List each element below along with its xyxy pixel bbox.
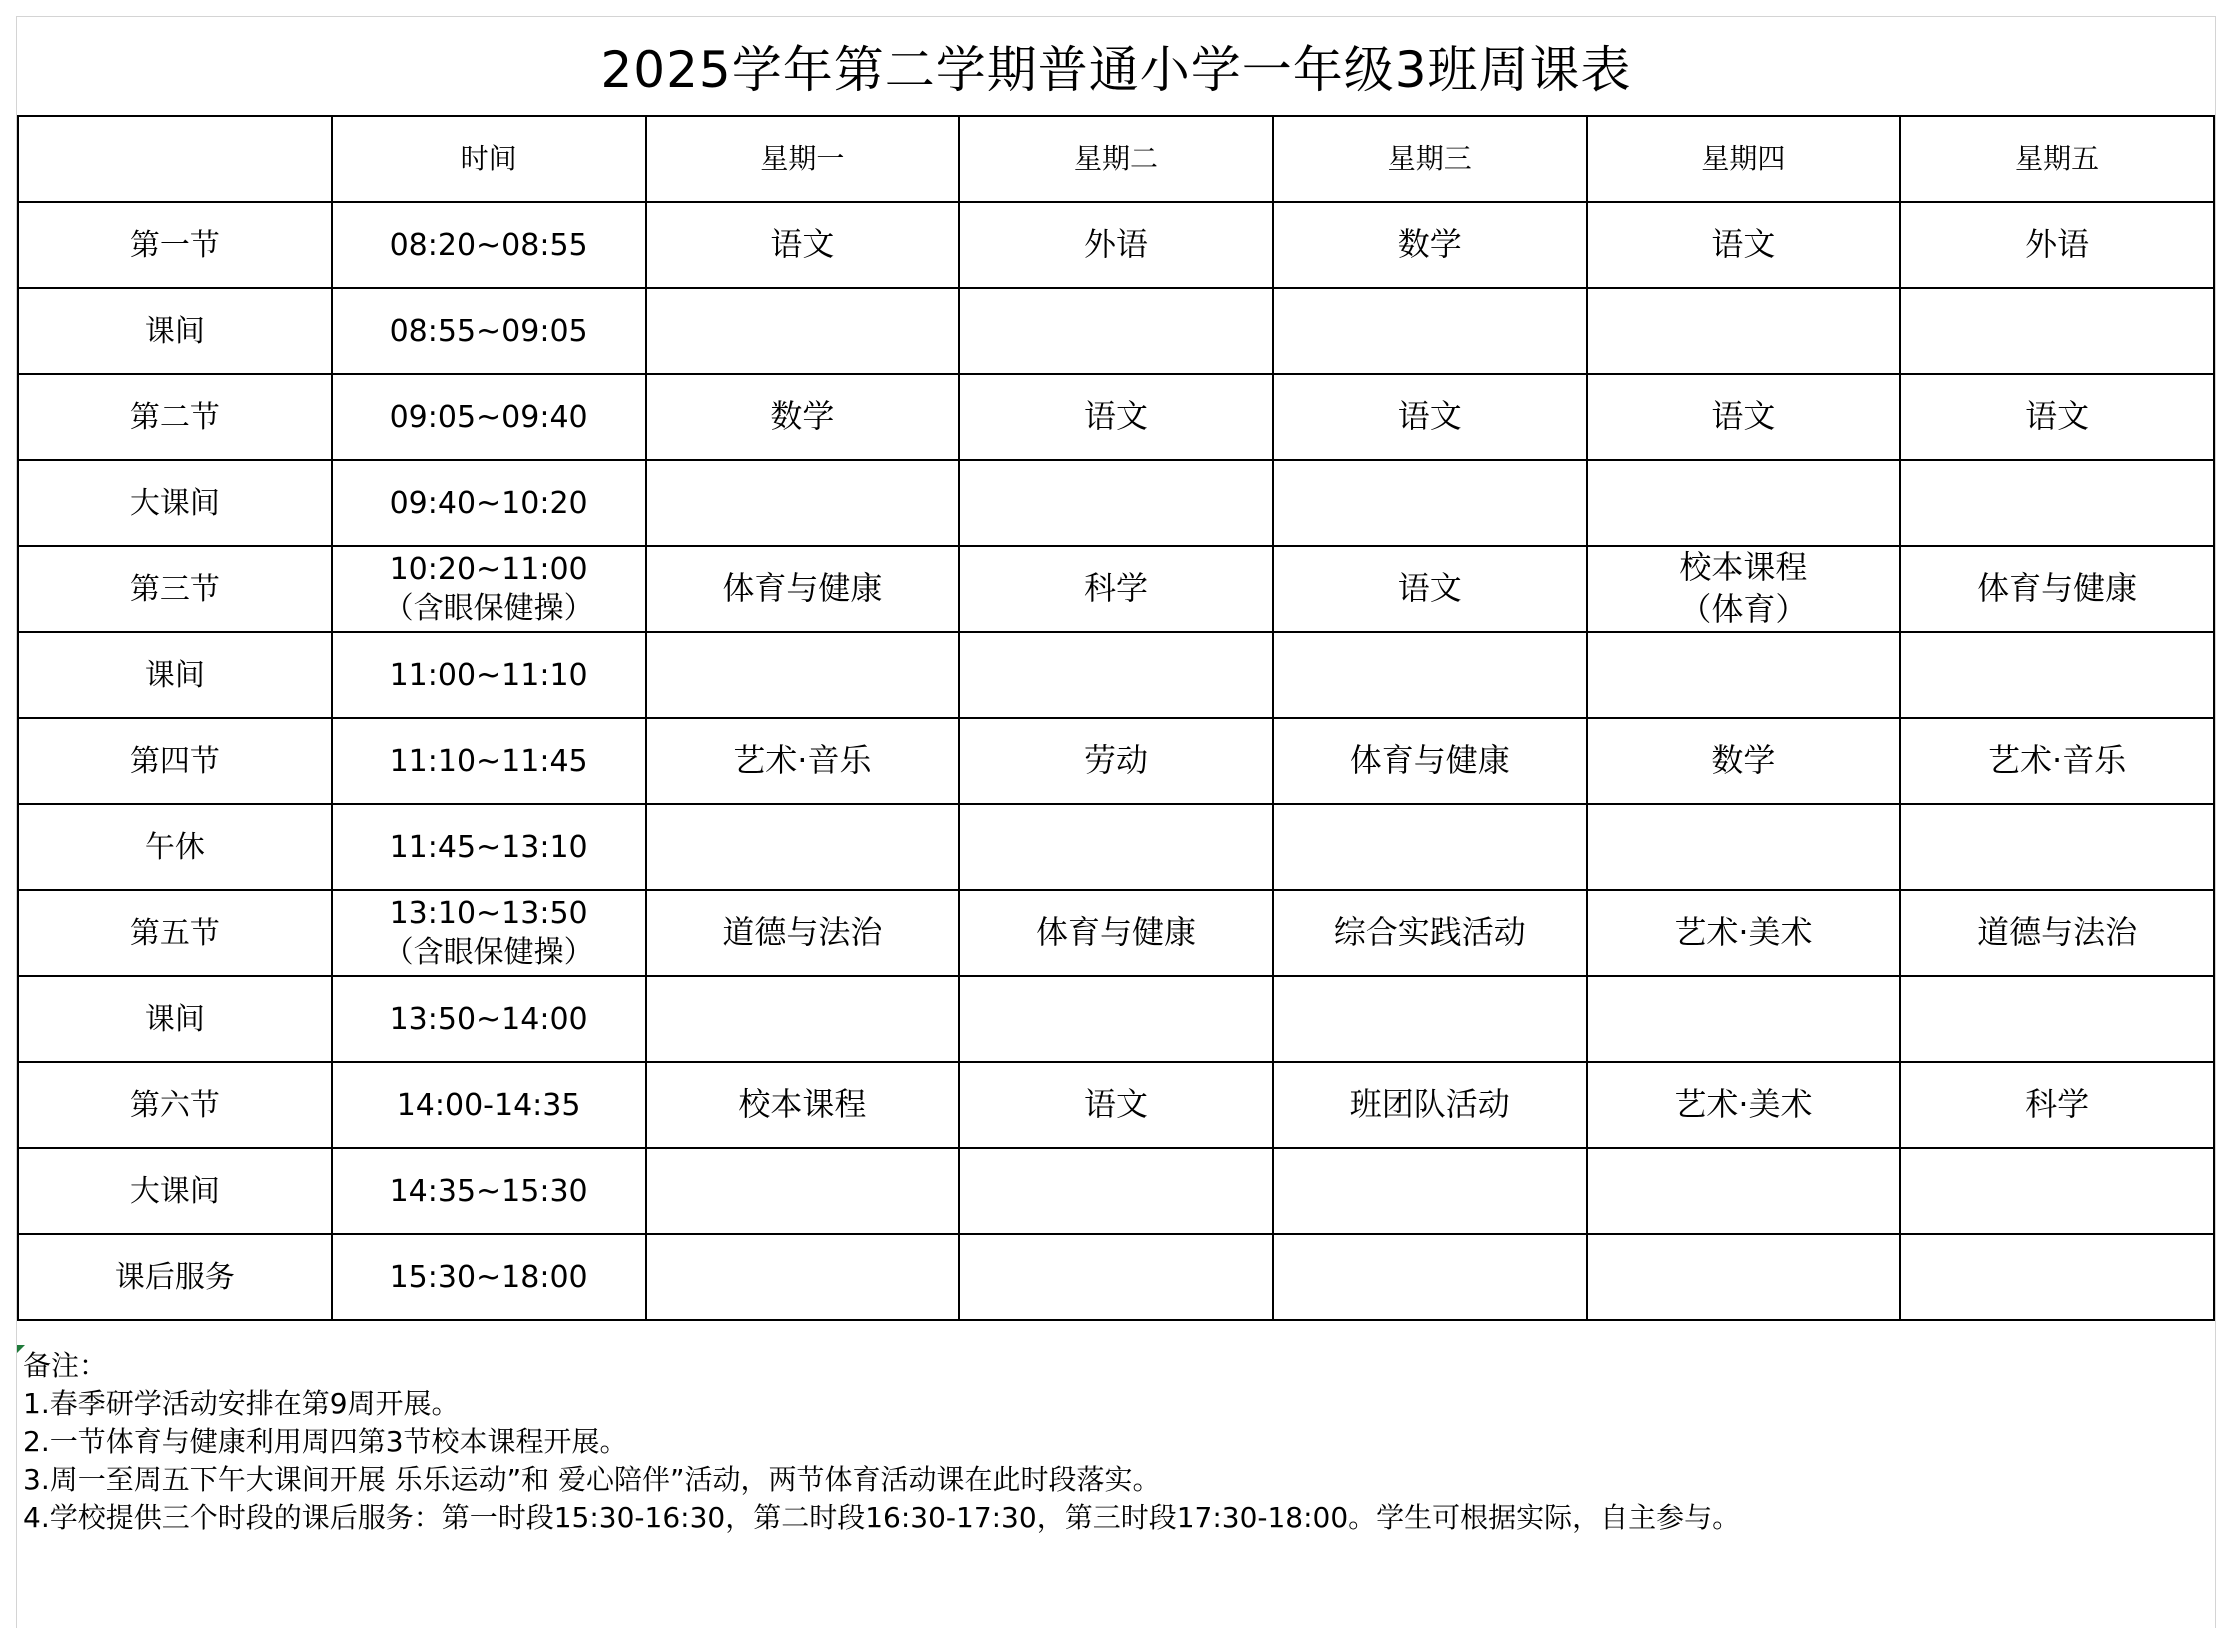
period-label-cell[interactable]: 课间 bbox=[18, 288, 332, 374]
period-label-cell[interactable]: 第二节 bbox=[18, 374, 332, 460]
subject-cell-tuesday[interactable] bbox=[959, 718, 1273, 804]
time-cell[interactable] bbox=[332, 976, 646, 1062]
subject-cell-wednesday[interactable] bbox=[1273, 1062, 1587, 1148]
subject-cell-tuesday[interactable] bbox=[959, 890, 1273, 976]
subject-cell-thursday[interactable] bbox=[1587, 288, 1901, 374]
subject-cell-wednesday[interactable] bbox=[1273, 976, 1587, 1062]
subject-cell-tuesday[interactable] bbox=[959, 374, 1273, 460]
subject-text: 艺术·美术 bbox=[1674, 913, 1813, 952]
period-label-cell[interactable]: 第一节 bbox=[18, 202, 332, 288]
time-cell[interactable] bbox=[332, 460, 646, 546]
subject-text: 科学 bbox=[1084, 569, 1149, 608]
subject-cell-thursday[interactable] bbox=[1587, 1148, 1901, 1234]
time-range: 10:20~11:00 bbox=[389, 552, 588, 587]
time-cell[interactable] bbox=[332, 288, 646, 374]
spreadsheet-sheet bbox=[16, 16, 2216, 1628]
period-label-cell[interactable]: 课间 bbox=[18, 632, 332, 718]
subject-text: 数学 bbox=[1397, 225, 1462, 264]
timetable-row bbox=[18, 288, 2214, 374]
subject-cell-friday[interactable] bbox=[1900, 804, 2214, 890]
subject-cell-wednesday[interactable] bbox=[1273, 202, 1587, 288]
subject-text: 语文 bbox=[1397, 569, 1462, 608]
subject-cell-friday[interactable] bbox=[1900, 460, 2214, 546]
time-note: （含眼保健操） bbox=[383, 591, 594, 626]
subject-cell-tuesday[interactable] bbox=[959, 202, 1273, 288]
note-line: 3.周一至周五下午大课间开展 乐乐运动”和 爱心陪伴”活动，两节体育活动课在此时段落实。 bbox=[23, 1463, 1161, 1496]
subject-cell-thursday[interactable] bbox=[1587, 632, 1901, 718]
timetable-row bbox=[18, 976, 2214, 1062]
subject-cell-friday[interactable] bbox=[1900, 718, 2214, 804]
timetable-row bbox=[18, 460, 2214, 546]
subject-text: 艺术·音乐 bbox=[1988, 741, 2127, 780]
time-range: 11:10~11:45 bbox=[389, 743, 588, 779]
subject-text: 道德与法治 bbox=[722, 913, 883, 952]
subject-text: 数学 bbox=[1711, 741, 1776, 780]
subject-cell-monday[interactable] bbox=[646, 804, 960, 890]
time-range: 09:05~09:40 bbox=[389, 399, 588, 435]
subject-cell-friday[interactable] bbox=[1900, 890, 2214, 976]
subject-text: 科学 bbox=[2025, 1085, 2090, 1124]
subject-cell-tuesday[interactable] bbox=[959, 1234, 1273, 1320]
subject-cell-wednesday[interactable] bbox=[1273, 632, 1587, 718]
subject-cell-friday[interactable] bbox=[1900, 288, 2214, 374]
time-range: 14:00-14:35 bbox=[396, 1087, 581, 1123]
subject-cell-friday[interactable] bbox=[1900, 202, 2214, 288]
subject-cell-wednesday[interactable] bbox=[1273, 890, 1587, 976]
subject-cell-monday[interactable] bbox=[646, 718, 960, 804]
subject-cell-friday[interactable] bbox=[1900, 1234, 2214, 1320]
subject-cell-tuesday[interactable] bbox=[959, 1148, 1273, 1234]
subject-cell-tuesday[interactable] bbox=[959, 804, 1273, 890]
period-label-cell[interactable]: 第三节 bbox=[18, 546, 332, 632]
subject-text: 体育与健康 bbox=[722, 569, 883, 608]
subject-text: 数学 bbox=[770, 397, 835, 436]
header-cell-tuesday[interactable]: 星期二 bbox=[959, 116, 1273, 202]
period-label-cell[interactable]: 大课间 bbox=[18, 460, 332, 546]
timetable-row bbox=[18, 890, 2214, 976]
subject-cell-wednesday[interactable] bbox=[1273, 1234, 1587, 1320]
subject-cell-tuesday[interactable] bbox=[959, 460, 1273, 546]
subject-text: 语文 bbox=[1711, 397, 1776, 436]
subject-text: 外语 bbox=[1084, 225, 1149, 264]
timetable-row bbox=[18, 374, 2214, 460]
time-note: （含眼保健操） bbox=[383, 935, 594, 970]
period-label-cell[interactable]: 第六节 bbox=[18, 1062, 332, 1148]
subject-text: 语文 bbox=[1084, 1085, 1149, 1124]
notes-block[interactable] bbox=[23, 1347, 1740, 1537]
subject-cell-friday[interactable] bbox=[1900, 546, 2214, 632]
subject-cell-wednesday[interactable] bbox=[1273, 804, 1587, 890]
subject-text: 校本课程 bbox=[738, 1085, 867, 1124]
time-range: 08:55~09:05 bbox=[389, 313, 588, 349]
subject-cell-friday[interactable] bbox=[1900, 1062, 2214, 1148]
subject-cell-wednesday[interactable] bbox=[1273, 374, 1587, 460]
subject-text: （体育） bbox=[1679, 590, 1808, 628]
subject-text: 体育与健康 bbox=[1977, 569, 2138, 608]
time-range: 11:45~13:10 bbox=[389, 829, 588, 865]
subject-cell-monday[interactable] bbox=[646, 374, 960, 460]
subject-text: 语文 bbox=[1084, 397, 1149, 436]
timetable-row bbox=[18, 1062, 2214, 1148]
subject-cell-monday[interactable] bbox=[646, 632, 960, 718]
header-cell-thursday[interactable]: 星期四 bbox=[1587, 116, 1901, 202]
subject-text: 劳动 bbox=[1084, 741, 1149, 780]
subject-cell-monday[interactable] bbox=[646, 1148, 960, 1234]
notes-heading: 备注： bbox=[23, 1349, 108, 1382]
subject-text: 外语 bbox=[2025, 225, 2090, 264]
timetable-row bbox=[18, 546, 2214, 632]
subject-cell-tuesday[interactable] bbox=[959, 976, 1273, 1062]
timetable-row bbox=[18, 202, 2214, 288]
subject-cell-monday[interactable] bbox=[646, 288, 960, 374]
subject-cell-thursday[interactable] bbox=[1587, 804, 1901, 890]
timetable-row bbox=[18, 718, 2214, 804]
subject-cell-wednesday[interactable] bbox=[1273, 546, 1587, 632]
timetable-row bbox=[18, 632, 2214, 718]
subject-cell-thursday[interactable] bbox=[1587, 460, 1901, 546]
subject-cell-tuesday[interactable] bbox=[959, 288, 1273, 374]
period-label-cell[interactable]: 课间 bbox=[18, 976, 332, 1062]
time-cell[interactable] bbox=[332, 374, 646, 460]
time-cell[interactable] bbox=[332, 1234, 646, 1320]
subject-text: 语文 bbox=[770, 225, 835, 264]
subject-cell-thursday[interactable] bbox=[1587, 546, 1901, 632]
header-cell-blank[interactable] bbox=[18, 116, 332, 202]
time-cell[interactable] bbox=[332, 1148, 646, 1234]
subject-cell-tuesday[interactable] bbox=[959, 1062, 1273, 1148]
timetable bbox=[17, 115, 2215, 1321]
timetable-row bbox=[18, 1148, 2214, 1234]
header-cell-monday[interactable]: 星期一 bbox=[646, 116, 960, 202]
subject-cell-tuesday[interactable] bbox=[959, 632, 1273, 718]
subject-cell-monday[interactable] bbox=[646, 976, 960, 1062]
note-line: 4.学校提供三个时段的课后服务：第一时段15:30-16:30，第二时段16:30-17:30，第三时段17:30-18:00。学生可根据实际，自主参与。 bbox=[23, 1501, 1741, 1534]
time-cell[interactable] bbox=[332, 804, 646, 890]
subject-cell-friday[interactable] bbox=[1900, 374, 2214, 460]
subject-cell-monday[interactable] bbox=[646, 546, 960, 632]
subject-cell-friday[interactable] bbox=[1900, 1148, 2214, 1234]
subject-text: 道德与法治 bbox=[1977, 913, 2138, 952]
note-line: 1.春季研学活动安排在第9周开展。 bbox=[23, 1387, 460, 1420]
time-range: 13:10~13:50 bbox=[389, 896, 588, 931]
time-range: 15:30~18:00 bbox=[389, 1259, 588, 1295]
header-row bbox=[18, 116, 2214, 202]
header-cell-time[interactable]: 时间 bbox=[332, 116, 646, 202]
period-label-cell[interactable]: 第四节 bbox=[18, 718, 332, 804]
time-cell[interactable] bbox=[332, 1062, 646, 1148]
subject-text: 艺术·美术 bbox=[1674, 1085, 1813, 1124]
time-range: 11:00~11:10 bbox=[389, 657, 588, 693]
subject-text: 校本课程 bbox=[1679, 548, 1808, 587]
subject-cell-wednesday[interactable] bbox=[1273, 460, 1587, 546]
subject-cell-friday[interactable] bbox=[1900, 976, 2214, 1062]
subject-text: 语文 bbox=[1397, 397, 1462, 436]
period-label-cell[interactable]: 课后服务 bbox=[18, 1234, 332, 1320]
subject-text: 班团队活动 bbox=[1349, 1085, 1510, 1124]
period-label-cell[interactable]: 午休 bbox=[18, 804, 332, 890]
time-cell[interactable] bbox=[332, 632, 646, 718]
time-range: 09:40~10:20 bbox=[389, 485, 588, 521]
header-cell-wednesday[interactable]: 星期三 bbox=[1273, 116, 1587, 202]
subject-cell-monday[interactable] bbox=[646, 1234, 960, 1320]
subject-cell-monday[interactable] bbox=[646, 890, 960, 976]
subject-cell-wednesday[interactable] bbox=[1273, 1148, 1587, 1234]
subject-cell-thursday[interactable] bbox=[1587, 718, 1901, 804]
subject-cell-thursday[interactable] bbox=[1587, 890, 1901, 976]
timetable-body bbox=[18, 116, 2214, 1320]
time-range: 13:50~14:00 bbox=[389, 1001, 588, 1037]
subject-text: 语文 bbox=[1711, 225, 1776, 264]
subject-cell-thursday[interactable] bbox=[1587, 1234, 1901, 1320]
time-cell[interactable] bbox=[332, 202, 646, 288]
subject-text: 语文 bbox=[2025, 397, 2090, 436]
period-label-cell[interactable]: 第五节 bbox=[18, 890, 332, 976]
note-line: 2.一节体育与健康利用周四第3节校本课程开展。 bbox=[23, 1425, 628, 1458]
subject-text: 体育与健康 bbox=[1349, 741, 1510, 780]
subject-cell-thursday[interactable] bbox=[1587, 1062, 1901, 1148]
subject-text: 综合实践活动 bbox=[1333, 913, 1526, 952]
time-cell[interactable] bbox=[332, 718, 646, 804]
time-range: 14:35~15:30 bbox=[389, 1173, 588, 1209]
page-title: 2025学年第二学期普通小学一年级3班周课表 bbox=[600, 41, 1632, 99]
subject-cell-thursday[interactable] bbox=[1587, 374, 1901, 460]
subject-cell-friday[interactable] bbox=[1900, 632, 2214, 718]
subject-cell-monday[interactable] bbox=[646, 460, 960, 546]
header-cell-friday[interactable]: 星期五 bbox=[1900, 116, 2214, 202]
subject-cell-tuesday[interactable] bbox=[959, 546, 1273, 632]
subject-cell-wednesday[interactable] bbox=[1273, 288, 1587, 374]
time-range: 08:20~08:55 bbox=[389, 227, 588, 263]
subject-cell-thursday[interactable] bbox=[1587, 976, 1901, 1062]
subject-text: 体育与健康 bbox=[1036, 913, 1197, 952]
timetable-row bbox=[18, 804, 2214, 890]
period-label-cell[interactable]: 大课间 bbox=[18, 1148, 332, 1234]
subject-text: 艺术·音乐 bbox=[733, 741, 872, 780]
time-cell[interactable] bbox=[332, 890, 646, 976]
timetable-row bbox=[18, 1234, 2214, 1320]
subject-cell-monday[interactable] bbox=[646, 1062, 960, 1148]
subject-cell-monday[interactable] bbox=[646, 202, 960, 288]
time-cell[interactable] bbox=[332, 546, 646, 632]
subject-cell-thursday[interactable] bbox=[1587, 202, 1901, 288]
subject-cell-wednesday[interactable] bbox=[1273, 718, 1587, 804]
